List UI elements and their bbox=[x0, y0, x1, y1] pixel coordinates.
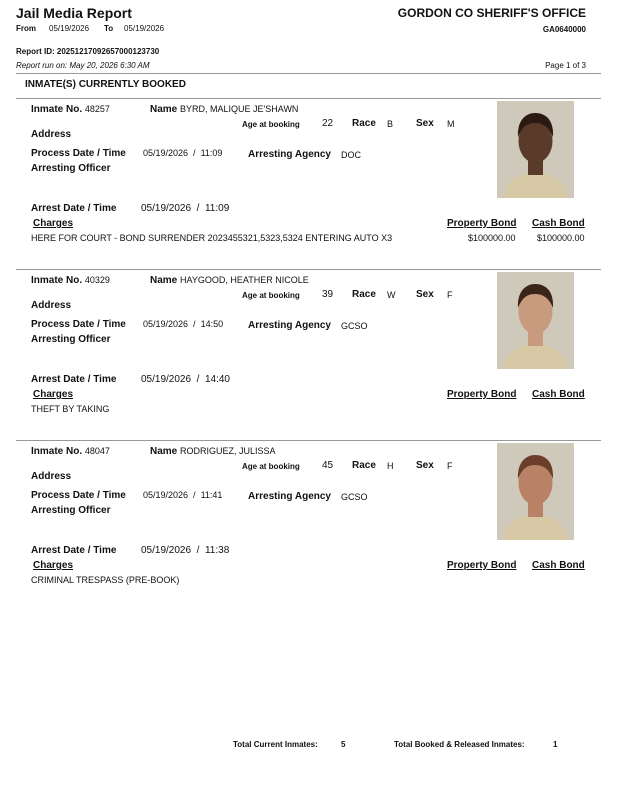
section-title: INMATE(S) CURRENTLY BOOKED bbox=[25, 79, 186, 90]
process-time: 14:50 bbox=[200, 319, 224, 329]
agency-value: GCSO bbox=[341, 492, 368, 502]
mugshot-photo bbox=[497, 101, 574, 198]
person-silhouette-icon bbox=[497, 443, 574, 540]
race-label: Race bbox=[352, 118, 376, 129]
cash-bond-label: Cash Bond bbox=[532, 560, 585, 571]
property-bond-label: Property Bond bbox=[447, 218, 517, 229]
race-value: W bbox=[387, 290, 396, 300]
total-current-value: 5 bbox=[341, 740, 346, 749]
race-label: Race bbox=[352, 289, 376, 300]
arrest-date: 05/19/2026 bbox=[141, 203, 192, 214]
charge-text: CRIMINAL TRESPASS (PRE-BOOK) bbox=[31, 575, 180, 585]
arrest-date: 05/19/2026 bbox=[141, 545, 192, 556]
inmate-no-value: 48257 bbox=[84, 104, 110, 114]
report-title: Jail Media Report bbox=[16, 5, 132, 21]
process-label: Process Date / Time bbox=[31, 490, 126, 501]
agency-value: DOC bbox=[341, 150, 361, 160]
name-label: Name bbox=[150, 446, 178, 457]
arrest-label: Arrest Date / Time bbox=[31, 374, 117, 385]
process-date: 05/19/2026 bbox=[143, 319, 189, 329]
process-label: Process Date / Time bbox=[31, 148, 126, 159]
charges-label: Charges bbox=[33, 560, 74, 571]
address-label: Address bbox=[31, 129, 72, 140]
sex-label: Sex bbox=[416, 289, 434, 300]
section-divider bbox=[16, 98, 601, 99]
race-value: B bbox=[387, 119, 394, 129]
address-label: Address bbox=[31, 471, 72, 482]
sex-value: M bbox=[447, 119, 455, 129]
agency-label: Arresting Agency bbox=[248, 491, 331, 502]
property-bond-label: Property Bond bbox=[447, 389, 517, 400]
process-time: 11:41 bbox=[200, 490, 223, 500]
name-label: Name bbox=[150, 275, 178, 286]
inmate-name: BYRD, MALIQUE JE'SHAWN bbox=[180, 104, 299, 114]
arrest-label: Arrest Date / Time bbox=[31, 203, 117, 214]
charge-text: HERE FOR COURT - BOND SURRENDER 2023455321,5323,5324 ENTERING AUTO X3 bbox=[31, 233, 393, 243]
sex-value: F bbox=[447, 290, 453, 300]
arrest-time: 11:38 bbox=[204, 545, 230, 556]
address-label: Address bbox=[31, 300, 72, 311]
total-booked-value: 1 bbox=[553, 740, 558, 749]
age-label: Age at booking bbox=[242, 120, 300, 129]
inmate-no-label: Inmate No. bbox=[31, 275, 83, 286]
page-number: Page 1 of 3 bbox=[545, 61, 586, 70]
race-value: H bbox=[387, 461, 394, 471]
record-divider bbox=[16, 269, 601, 270]
inmate-no-label: Inmate No. bbox=[31, 104, 83, 115]
inmate-no-label: Inmate No. bbox=[31, 446, 83, 457]
charges-label: Charges bbox=[33, 389, 74, 400]
cash-bond-value: $100000.00 bbox=[537, 233, 585, 243]
age-value: 45 bbox=[322, 460, 334, 471]
person-silhouette-icon bbox=[497, 101, 574, 198]
officer-label: Arresting Officer bbox=[31, 505, 111, 516]
charge-text: THEFT BY TAKING bbox=[31, 404, 110, 414]
agency-label: Arresting Agency bbox=[248, 320, 331, 331]
charges-label: Charges bbox=[33, 218, 74, 229]
process-time: 11:09 bbox=[200, 148, 223, 158]
mugshot-photo bbox=[497, 443, 574, 540]
process-date: 05/19/2026 bbox=[143, 490, 189, 500]
mugshot-photo bbox=[497, 272, 574, 369]
cash-bond-label: Cash Bond bbox=[532, 218, 585, 229]
sex-value: F bbox=[447, 461, 453, 471]
race-label: Race bbox=[352, 460, 376, 471]
arrest-label: Arrest Date / Time bbox=[31, 545, 117, 556]
officer-label: Arresting Officer bbox=[31, 163, 111, 174]
inmate-no-value: 40329 bbox=[84, 275, 110, 285]
age-label: Age at booking bbox=[242, 291, 300, 300]
arrest-date: 05/19/2026 bbox=[141, 374, 192, 385]
agency-value: GCSO bbox=[341, 321, 368, 331]
from-date: 05/19/2026 bbox=[49, 24, 90, 33]
process-date: 05/19/2026 bbox=[143, 148, 189, 158]
report-run-on: Report run on: May 20, 2026 6:30 AM bbox=[16, 61, 150, 70]
process-label: Process Date / Time bbox=[31, 319, 126, 330]
officer-label: Arresting Officer bbox=[31, 334, 111, 345]
person-silhouette-icon bbox=[497, 272, 574, 369]
total-booked-label: Total Booked & Released Inmates: bbox=[394, 740, 525, 749]
to-label: To bbox=[104, 24, 114, 33]
age-value: 39 bbox=[322, 289, 334, 300]
from-label: From bbox=[16, 24, 36, 33]
property-bond-value: $100000.00 bbox=[468, 233, 516, 243]
agency-label: Arresting Agency bbox=[248, 149, 331, 160]
age-label: Age at booking bbox=[242, 462, 300, 471]
cash-bond-label: Cash Bond bbox=[532, 389, 585, 400]
inmate-no-value: 48047 bbox=[84, 446, 110, 456]
inmate-name: HAYGOOD, HEATHER NICOLE bbox=[180, 275, 309, 285]
sex-label: Sex bbox=[416, 118, 434, 129]
office-code: GA0640000 bbox=[542, 25, 586, 34]
arrest-time: 11:09 bbox=[204, 203, 230, 214]
arrest-time: 14:40 bbox=[204, 374, 230, 385]
report-id: Report ID: 20251217092657000123730 bbox=[16, 47, 160, 56]
property-bond-label: Property Bond bbox=[447, 560, 517, 571]
to-date: 05/19/2026 bbox=[124, 24, 165, 33]
total-current-label: Total Current Inmates: bbox=[233, 740, 318, 749]
office-name: GORDON CO SHERIFF'S OFFICE bbox=[397, 6, 586, 20]
header-divider bbox=[16, 73, 601, 74]
sex-label: Sex bbox=[416, 460, 434, 471]
inmate-name: RODRIGUEZ, JULISSA bbox=[180, 446, 276, 456]
record-divider bbox=[16, 440, 601, 441]
age-value: 22 bbox=[322, 118, 334, 129]
name-label: Name bbox=[150, 104, 178, 115]
